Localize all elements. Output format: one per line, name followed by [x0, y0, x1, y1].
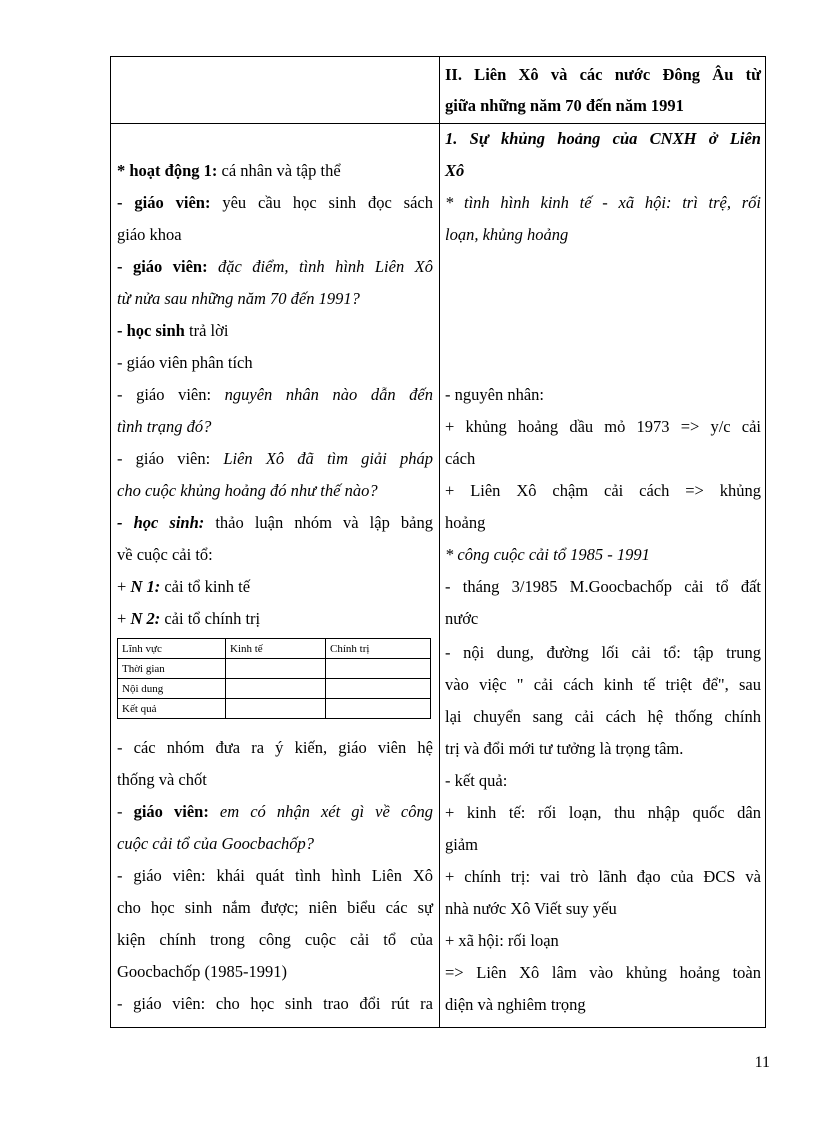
slow-reform-line-1: + Liên Xô chậm cải cách => khủng — [445, 481, 761, 500]
teacher-exchange-line: - giáo viên: cho học sinh trao đổi rút ra — [117, 994, 433, 1013]
reform-table-row-content: Nội dung — [118, 679, 226, 699]
situation-line-2: loạn, khủng hoảng — [445, 225, 569, 244]
section-heading-line-1: II. Liên Xô và các nước Đông Âu từ — [445, 65, 761, 84]
student-answer-line: - học sinh trả lời — [117, 321, 229, 340]
group-2-line: + N 2: cải tổ chính trị — [117, 609, 261, 628]
student-discussion-cont: về cuộc cải tổ: — [117, 545, 213, 564]
reform-content-line-2: vào việc " cải cách kinh tế triệt để", sau — [445, 675, 761, 694]
reform-table-cell — [226, 659, 326, 679]
reform-table-cell — [326, 699, 431, 719]
march-1985-line-1: - tháng 3/1985 M.Goocbachốp cải tổ đất — [445, 577, 761, 596]
reform-content-line-1: - nội dung, đường lối cải tổ: tập trung — [445, 643, 761, 662]
teacher-read-line: - giáo viên: yêu cầu học sinh đọc sách — [117, 193, 433, 212]
reform-content-line-4: trị và đổi mới tư tưởng là trọng tâm. — [445, 739, 684, 758]
economy-result-line-1: + kinh tế: rối loạn, thu nhập quốc dân — [445, 803, 761, 822]
reform-table-row-time: Thời gian — [118, 659, 226, 679]
teacher-summary-line-2: cho học sinh nắm được; niên biểu các sự — [117, 898, 433, 917]
reform-table-cell — [226, 679, 326, 699]
march-1985-line-2: nước — [445, 609, 479, 628]
subsection-heading-line-1: 1. Sự khủng hoảng của CNXH ở Liên — [445, 129, 761, 148]
section-heading-line-2: giữa những năm 70 đến năm 1991 — [445, 96, 684, 115]
teacher-question-3: - giáo viên: Liên Xô đã tìm giải pháp — [117, 449, 433, 468]
reform-table — [117, 638, 431, 719]
teacher-question-2-cont: tình trạng đó? — [117, 417, 212, 436]
groups-opinion-cont: thống và chốt — [117, 770, 207, 789]
reform-table-header-economy: Kinh tế — [226, 639, 326, 659]
subsection-heading-line-2: Xô — [445, 161, 465, 180]
teacher-summary-line-3: kiện chính trong công cuộc cải tổ của — [117, 930, 433, 949]
reform-table-row-result: Kết quả — [118, 699, 226, 719]
lesson-table — [110, 56, 766, 1028]
reform-table-cell — [226, 699, 326, 719]
economy-result-line-2: giảm — [445, 835, 478, 854]
results-label: - kết quả: — [445, 771, 508, 790]
slow-reform-line-2: hoảng — [445, 513, 486, 532]
reform-content-line-3: lại chuyển sang cải cách hệ thống chính — [445, 707, 761, 726]
teacher-summary-line-1: - giáo viên: khái quát tình hình Liên Xô — [117, 866, 433, 885]
teacher-question-1: - giáo viên: đặc điểm, tình hình Liên Xô — [117, 257, 433, 276]
causes-label: - nguyên nhân: — [445, 385, 544, 404]
teacher-analysis-line: - giáo viên phân tích — [117, 353, 253, 372]
politics-result-line-2: nhà nước Xô Viết suy yếu — [445, 899, 617, 918]
oil-crisis-line-1: + khủng hoảng dầu mỏ 1973 => y/c cải — [445, 417, 761, 436]
page-number: 11 — [754, 1054, 770, 1071]
oil-crisis-line-2: cách — [445, 449, 476, 468]
teacher-summary-line-4: Goocbachốp (1985-1991) — [117, 962, 287, 981]
reform-table-header-field: Lĩnh vực — [118, 639, 226, 659]
teacher-question-4: - giáo viên: em có nhận xét gì về công — [117, 802, 433, 821]
reform-table-cell — [326, 659, 431, 679]
reform-period-line: * công cuộc cải tổ 1985 - 1991 — [445, 545, 650, 564]
politics-result-line-1: + chính trị: vai trò lãnh đạo của ĐCS và — [445, 867, 761, 886]
conclusion-line-2: diện và nghiêm trọng — [445, 995, 586, 1014]
teacher-question-3-cont: cho cuộc khủng hoảng đó như thế nào? — [117, 481, 378, 500]
reform-table-header-politics: Chính trị — [326, 639, 431, 659]
conclusion-line-1: => Liên Xô lâm vào khủng hoảng toàn — [445, 963, 761, 982]
groups-opinion-line: - các nhóm đưa ra ý kiến, giáo viên hệ — [117, 738, 433, 757]
activity-1-line: * hoạt động 1: cá nhân và tập thể — [117, 161, 341, 180]
group-1-line: + N 1: cải tổ kinh tế — [117, 577, 251, 596]
teacher-question-4-cont: cuộc cải tổ của Goocbachốp? — [117, 834, 315, 853]
student-discussion-line: - học sinh: thảo luận nhóm và lập bảng — [117, 513, 433, 532]
reform-table-cell — [326, 679, 431, 699]
teacher-read-cont: giáo khoa — [117, 225, 182, 244]
teacher-question-2: - giáo viên: nguyên nhân nào dẫn đến — [117, 385, 433, 404]
teacher-question-1-cont: từ nửa sau những năm 70 đến 1991? — [117, 289, 360, 308]
situation-line-1: * tình hình kinh tế - xã hội: trì trệ, rối — [445, 193, 761, 212]
column-divider — [439, 57, 440, 1027]
society-result-line: + xã hội: rối loạn — [445, 931, 559, 950]
